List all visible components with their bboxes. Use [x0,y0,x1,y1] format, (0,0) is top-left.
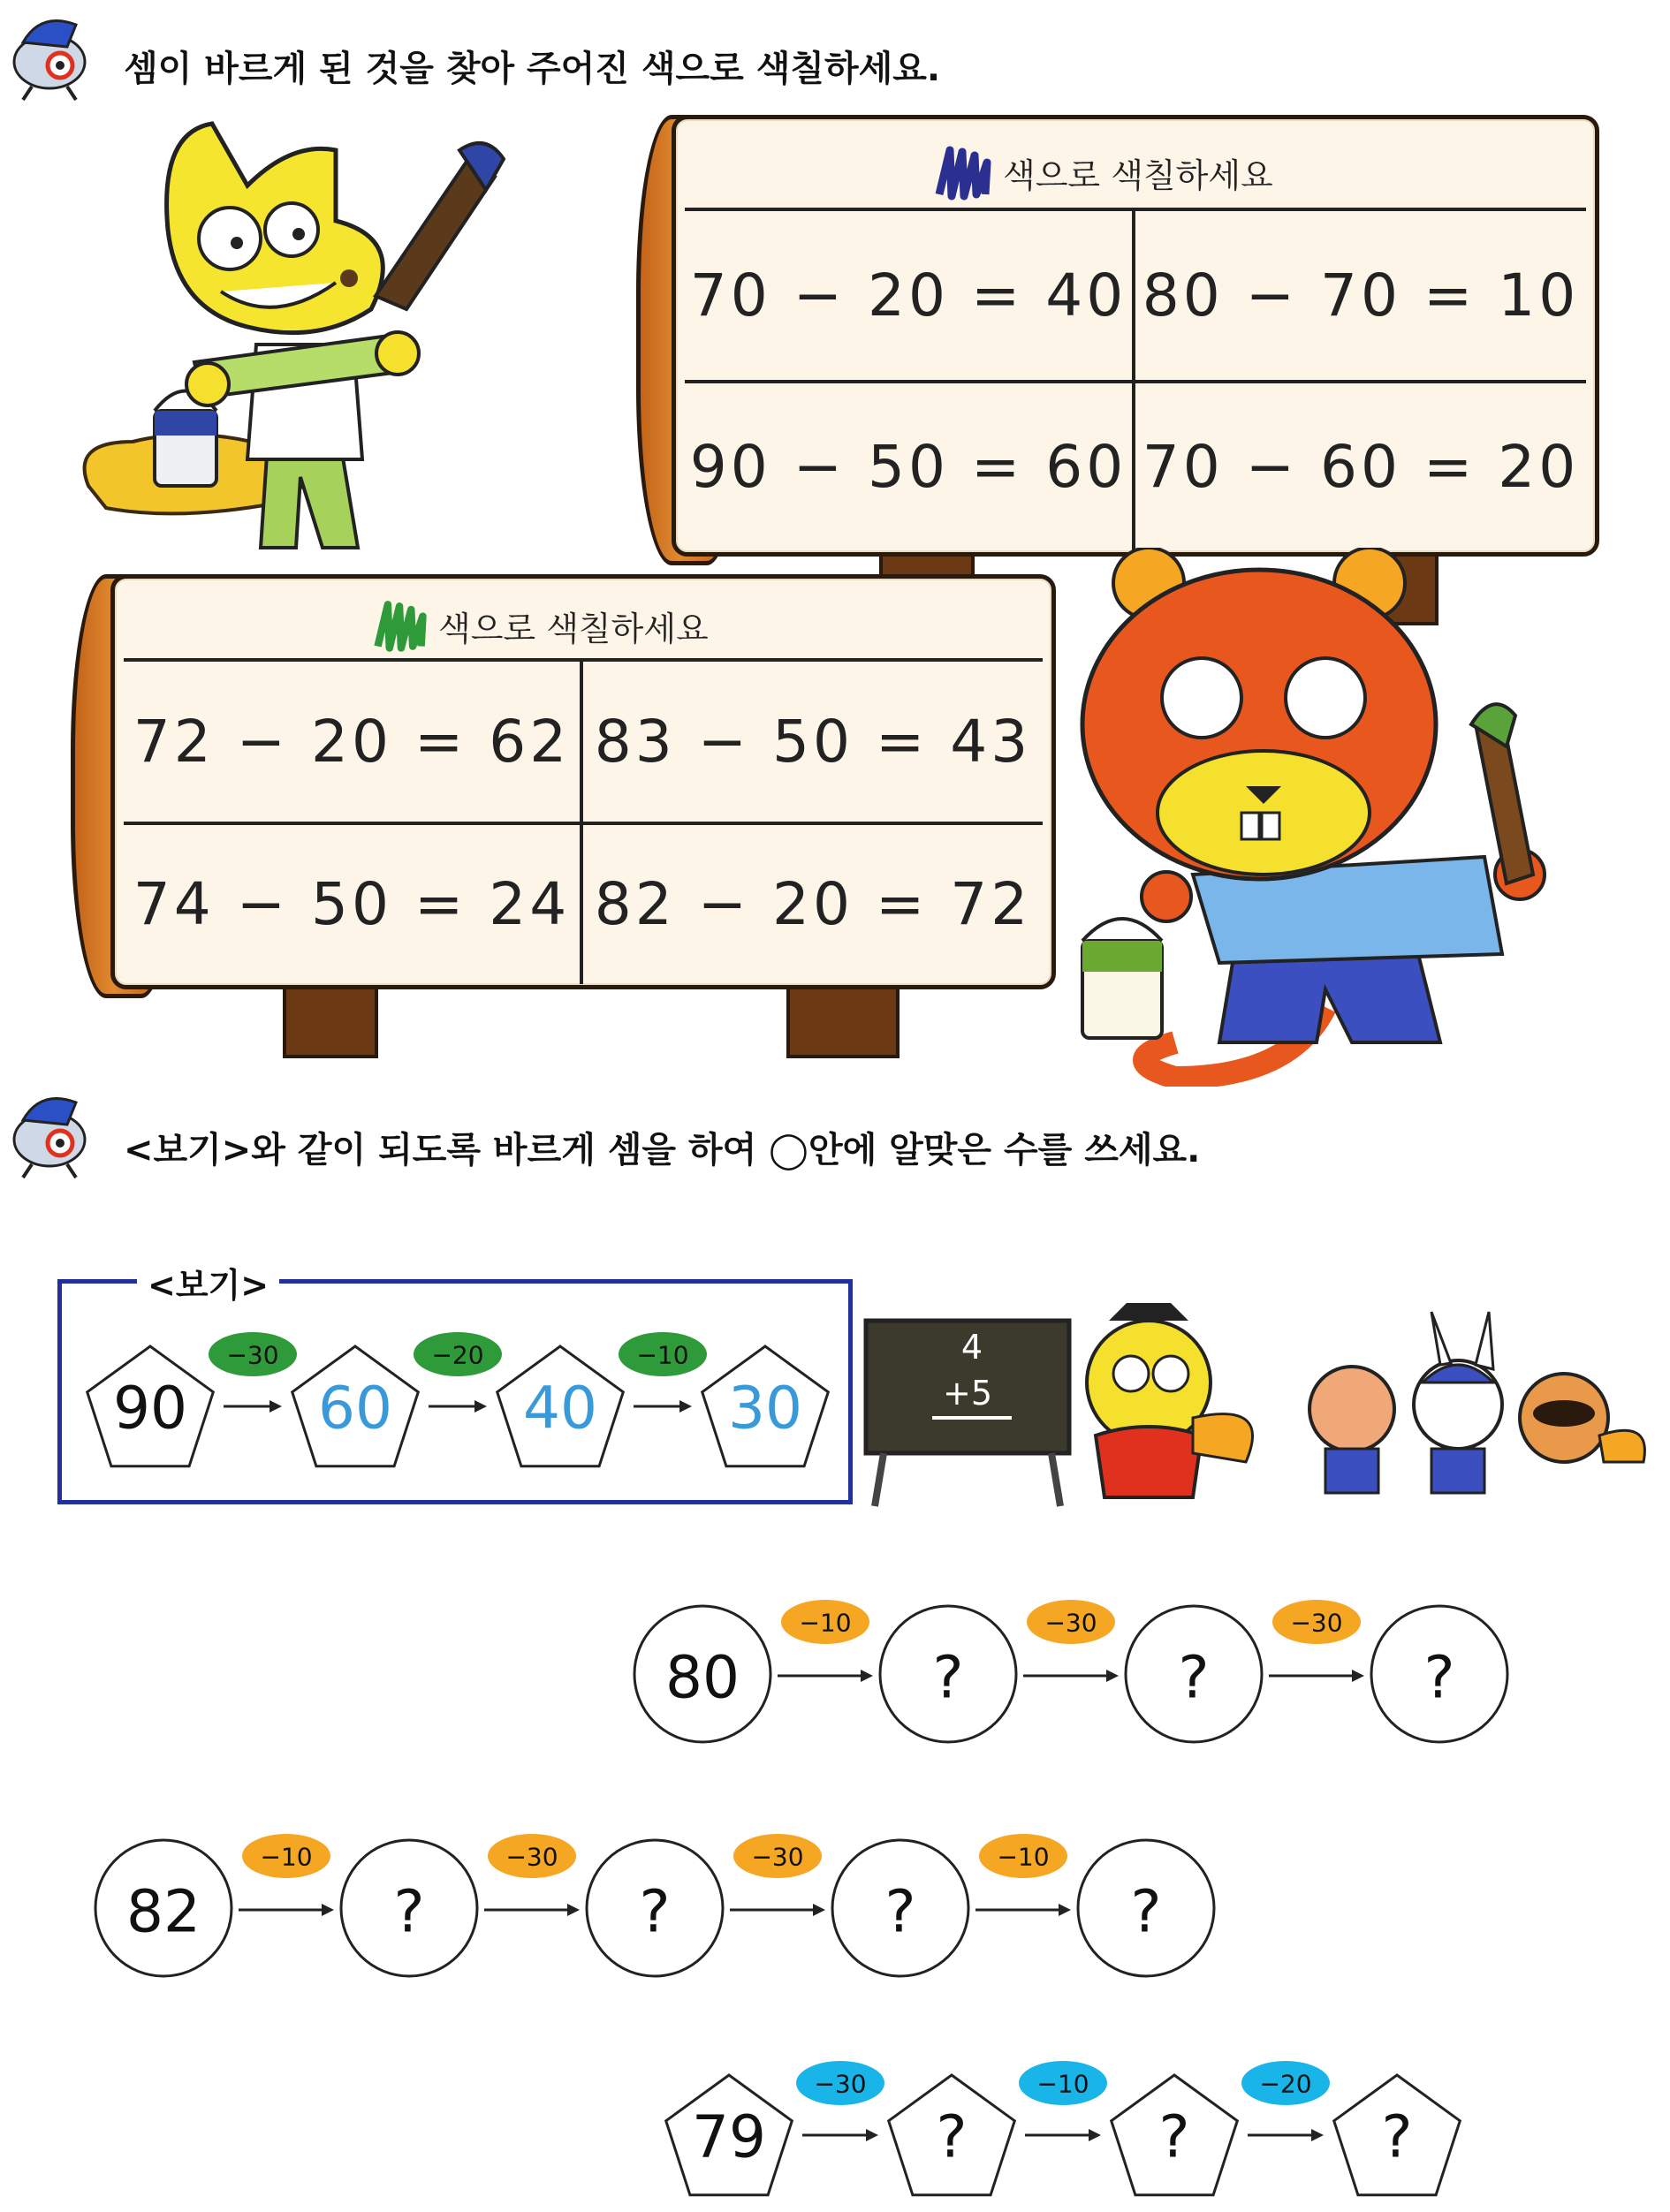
node-value: 60 [318,1374,392,1443]
equation-cell[interactable]: 70 − 60 = 20 [1142,433,1580,502]
equation-cell[interactable]: 83 − 50 = 43 [583,662,1043,825]
operation-label: −30 [1044,1608,1097,1638]
problem-chain-3 [654,2049,1537,2208]
example-label: <보기> [137,1258,279,1307]
arrow-head-icon [679,1400,692,1413]
mascot-icon [5,7,94,104]
sign-title [932,141,1273,203]
instruction-heading: <보기>와 같이 되도록 바르게 셈을 하여 ◯안에 알맞은 수를 쓰세요. [124,1130,1201,1170]
crayon-swatch-icon [932,141,994,203]
node-value: ? [1178,1643,1210,1712]
operation-label: −10 [799,1608,852,1638]
operation-label: −10 [260,1842,313,1872]
equation-grid [685,208,1586,551]
operation-label: −30 [751,1842,804,1872]
blue-answer-sign [672,115,1599,557]
operation-label: −10 [636,1340,689,1370]
classroom-illustration [857,1285,1652,1515]
equation-cell[interactable]: 70 − 20 = 40 [685,211,1135,383]
arrow-head-icon [1352,1670,1364,1682]
operation-label: −10 [997,1842,1050,1872]
swatch-scribble [939,150,987,196]
arrow-head-icon [1089,2129,1101,2141]
operation-label: −10 [1036,2069,1089,2099]
arrow-head-icon [474,1400,487,1413]
equation-cell[interactable]: 80 − 70 = 10 [1135,211,1586,383]
instruction-heading: 셈이 바르게 된 것을 찾아 주어진 색으로 색칠하세요. [124,49,941,89]
arrow-head-icon [861,1670,873,1682]
operation-label: −30 [226,1340,279,1370]
equation-cell[interactable]: 72 − 20 = 62 [124,662,583,825]
equation-cell[interactable]: 90 − 50 = 60 [685,383,1135,552]
sign-title-text: 색으로 색칠하세요 [438,609,709,648]
operation-label: −20 [431,1340,484,1370]
start-number: 82 [126,1877,201,1946]
equation-cell[interactable]: 74 − 50 = 24 [124,825,583,985]
green-answer-sign [110,574,1056,989]
operation-label: −30 [1290,1608,1343,1638]
arrow-head-icon [1106,1670,1119,1682]
sign-title [371,596,709,655]
arrow-head-icon [866,2129,878,2141]
arrow-head-icon [1311,2129,1324,2141]
arrow-head-icon [567,1904,580,1916]
node-value: ? [1423,1643,1455,1712]
node-value: ? [393,1877,425,1946]
operation-label: −30 [814,2069,867,2099]
blackboard-top: 4 [960,1328,983,1367]
example-chain [62,1307,839,1484]
start-number: 90 [113,1374,187,1443]
node-value: ? [1381,2102,1413,2171]
mascot-icon [5,1085,94,1182]
start-number: 80 [665,1643,740,1712]
blackboard-bottom: +5 [942,1374,993,1413]
problem-chain-2 [84,1824,1233,1983]
node-value: ? [932,1643,964,1712]
start-number: 79 [692,2102,766,2171]
node-value: ? [936,2102,968,2171]
node-value: 40 [523,1374,597,1443]
arrow-head-icon [1059,1904,1071,1916]
sign-title-text: 색으로 색칠하세요 [1003,155,1273,195]
tiger-painter-illustration [1060,548,1555,1087]
problem-chain-1 [627,1590,1529,1749]
crayon-swatch-icon [371,596,429,655]
arrow-head-icon [322,1904,334,1916]
fox-painter-illustration [71,106,601,565]
node-value: 30 [728,1374,802,1443]
node-value: ? [884,1877,916,1946]
operation-label: −30 [505,1842,558,1872]
arrow-head-icon [813,1904,825,1916]
equation-cell[interactable]: 82 − 20 = 72 [594,870,1032,939]
operation-label: −20 [1259,2069,1312,2099]
equation-grid [124,658,1043,984]
arrow-head-icon [269,1400,282,1413]
node-value: ? [1158,2102,1190,2171]
node-value: ? [639,1877,671,1946]
node-value: ? [1130,1877,1162,1946]
